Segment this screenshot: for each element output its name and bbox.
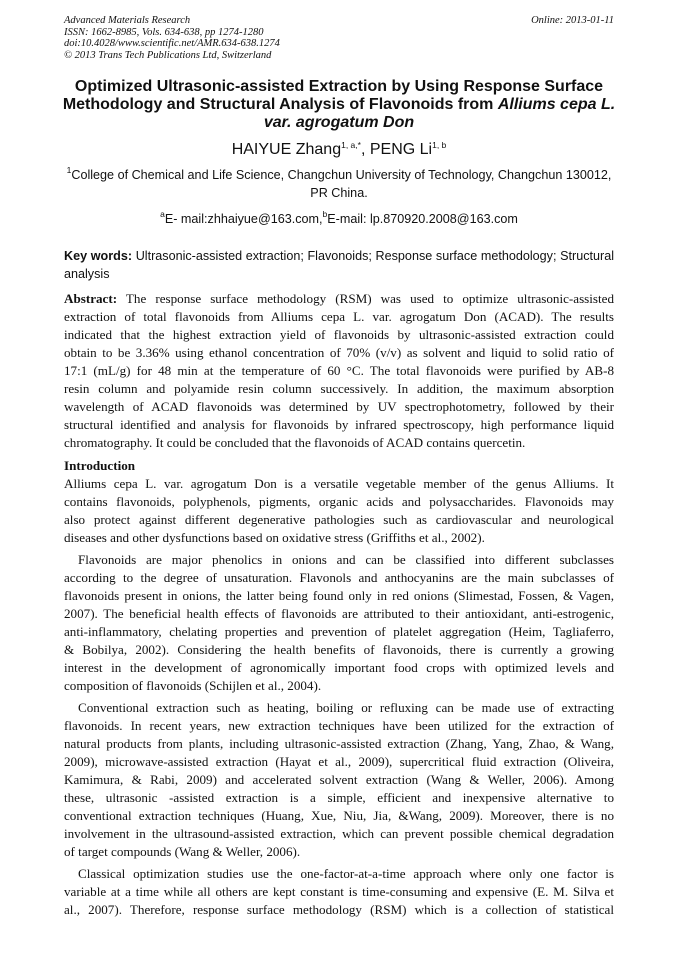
paragraph-line: Conventional extraction such as heating, boiling or refluxing can be made use of extracting [78,700,614,715]
abstract [64,290,614,452]
author-sup: 1, a,* [341,140,361,150]
paragraph-line: these, ultrasonic -assisted extraction is a simple, efficient and inexpensive alternative to [64,790,614,805]
title-line: Optimized Ultrasonic-assisted Extraction by Using Response Surface [74,78,604,95]
paragraph-line: involvement in the ultrasound-assisted extraction, which can prevent possible chemical degradation [64,826,614,841]
section-heading: Introduction [64,458,136,473]
paragraph-line: variable at a time while all others are kept constant is time-consuming and expensive (E. M. Silva et [64,884,614,899]
paragraph-line: natural products from plants, including ultrasonic-assisted extraction (Zhang, Yang, Zhao, & Wang, [64,736,614,751]
copyright: © 2013 Trans Tech Publications Ltd, Switzerland [64,49,272,61]
paragraph [64,475,614,547]
title-species: var. agrogatum Don [263,114,415,131]
paragraph-line: Classical optimization studies use the one-factor-at-a-time approach where only one factor is [78,866,614,881]
affil-sup: 1 [66,165,72,175]
authors [60,141,618,159]
keywords-text: Ultrasonic-assisted extraction; Flavonoids; Response surface methodology; Structural [132,249,615,263]
email: E- mail:zhhaiyue@163.com, [164,212,323,226]
paragraph [64,551,614,695]
title-text: Methodology and Structural Analysis of Flavonoids from [62,96,498,113]
abstract-text: The response surface methodology (RSM) was used to optimize ultrasonic-assisted [117,291,614,306]
paragraph-line: interest in the development of agronomically important food crops with optimized levels and [64,660,614,675]
paragraph-line: & Bobilya, 2002). Considering the health benefits of flavonoids, there is currently a growing [64,642,614,657]
paper-title [60,78,618,132]
paragraph-line: 2007). The beneficial health effects of flavonoids are attributed to their antioxidant, anti-estrogenic, [64,606,614,621]
paragraph [64,699,614,861]
paragraph-line: flavonoids present in onions, the latter being found only in red onions (Slimestad, Fossen, & Vagen, [64,588,614,603]
email: E-mail: lp.870920.2008@163.com [327,212,518,226]
online-date: Online: 2013-01-11 [531,15,614,26]
paragraph-line: diseases and other dysfunctions based on oxidative stress (Griffiths et al., 2002). [64,530,485,545]
paragraph-line: Alliums cepa L. var. agrogatum Don is a versatile vegetable member of the genus Alliums. It [64,476,614,491]
affil-line: PR China. [310,186,368,200]
email-sup: a [160,209,165,219]
journal-name: Advanced Materials Research [64,15,191,26]
paragraph-line: flavonoids. In recent years, new extraction techniques have been utilized for the extraction of [64,718,614,733]
author-sep: , [360,141,370,158]
abstract-label: Abstract: [64,291,118,306]
paragraph-line: conventional extraction techniques (Huang, Xue, Niu, Jia, &Wang, 2009). Moreover, there is no [64,808,614,823]
abstract-line: resin column and polyamide resin column successively. In addition, the maximum absorption [64,381,614,396]
doi: doi:10.4028/www.scientific.net/AMR.634-638.1274 [64,38,280,49]
abstract-line [64,290,614,308]
paragraph-line: Flavonoids are major phenolics in onions and can be classified into different subclasses [78,552,614,567]
email-sup: b [322,209,328,219]
paragraph [64,865,614,919]
abstract-line: wavelength of ACAD flavonoids was determined by UV spectrophotometry, followed by their [64,399,614,414]
paragraph-line: contains flavonoids, polyphenols, pigments, organic acids and polysaccharides. Flavonoids may [64,494,614,509]
issn: ISSN: 1662-8985, Vols. 634-638, pp 1274-1280 [64,26,264,38]
affiliation [60,166,618,202]
paragraph-line: Kamimura, & Rabi, 2009) and accelerated solvent extraction (Wang & Weller, 2006). Among [64,772,614,787]
introduction [64,457,614,923]
abstract-line: structural identified and analysis for flavonoids by infrared spectroscopy, high performance liquid [64,417,614,432]
abstract-line: extraction of total flavonoids from Alliums cepa L. var. agrogatum Don (ACAD). The results [64,309,614,324]
paragraph-line: al., 2007). Therefore, response surface methodology (RSM) which is a collection of statistical [64,902,614,917]
journal-header [64,15,280,61]
author-name: HAIYUE Zhang [231,141,342,158]
paragraph-line: also protect against different degenerative pathologies such as cardiovascular and neurological [64,512,614,527]
abstract-line: obtain to be 3.36% using ethanol concentration of 70% (v/v) as solvent and liquid to solid ratio of [64,345,614,360]
paragraph-line: 2009), microwave-assisted extraction (Hayat et al., 2009), supercritical fluid extraction (Oliveira, [64,754,614,769]
paragraph-line: composition of flavonoids (Schijlen et al., 2004). [64,678,322,693]
keywords-text: analysis [64,267,110,281]
abstract-line: 17:1 (mL/g) for 48 min at the temperature of 60 °C. The total flavonoids were purified by AB-8 [64,363,614,378]
affil-line: College of Chemical and Life Science, Changchun University of Technology, Changchun 130012, [71,168,612,182]
keywords-label: Key words: [64,249,133,263]
keywords [64,247,614,283]
title-species: Alliums cepa L. [497,96,616,113]
title-line [60,114,618,132]
paragraph-line: according to the degree of unsaturation. Flavonols and anthocyanins are the main subclasses of [64,570,614,585]
abstract-line: chromatography. It could be concluded that the flavonoids of ACAD contains quercetin. [64,435,526,450]
emails [60,210,618,228]
paragraph-line: anti-inflammatory, chelating properties and prevention of platelet aggregation (Heim, Tagliaferro, [64,624,614,639]
author-name: PENG Li [369,141,433,158]
title-line [60,96,618,114]
paragraph-line: of target compounds (Wang & Weller, 2006). [64,844,301,859]
abstract-line: indicated that the highest extraction yield of flavonoids by ultrasonic-assisted extraction could [64,327,614,342]
author-sup: 1, b [432,140,447,150]
